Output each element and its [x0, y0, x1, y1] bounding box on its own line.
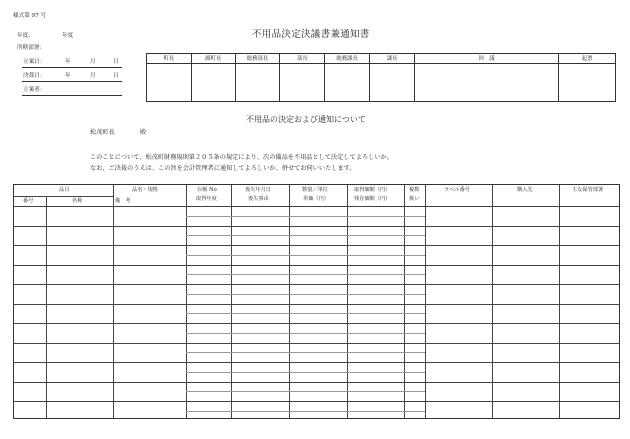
form-number: 様式第 97 号	[13, 13, 47, 19]
items-table	[13, 184, 620, 419]
approval-header: 起票	[559, 54, 615, 64]
honorific: 殿	[140, 129, 147, 136]
draft-date-year: 年	[65, 59, 71, 65]
drafter-label: 立案者：	[23, 87, 46, 93]
table-row-separator	[14, 284, 620, 285]
decision-date-year: 年	[65, 73, 71, 79]
approval-cell-circulation[interactable]	[415, 54, 559, 101]
approval-header: 回 議	[415, 54, 558, 64]
header-main-dept: 主な保管部署	[572, 187, 604, 193]
body-line-2: なお、ご決裁のうえは、この旨を会計管理者に通知してよろしいか、併せてお伺いいたします。	[90, 165, 356, 172]
table-row-midline	[186, 333, 425, 334]
table-row-midline	[186, 352, 425, 353]
draft-date-day: 日	[113, 59, 119, 65]
table-row-midline	[186, 391, 425, 392]
header-qty-unit: 数量／単位	[302, 187, 328, 193]
approval-cell-drafter[interactable]	[559, 54, 615, 101]
header-unit-price: 単価（円）	[303, 196, 329, 202]
body-line-1: このことについて、松茂町財務規則第２０５条の規定により、次の備品を不用品として決定してよろしいか。	[90, 154, 393, 161]
header-ledger-no: 台帳 No	[197, 187, 217, 193]
header-tag: 扱い	[409, 196, 420, 202]
approval-header: 総務課長	[325, 54, 369, 64]
header-name: 名称	[72, 198, 83, 204]
approval-header: 総務部長	[236, 54, 280, 64]
year-label: 年度：	[17, 33, 34, 39]
table-row-midline	[186, 294, 425, 295]
approval-header: 副町長	[192, 54, 235, 64]
table-row-midline	[186, 372, 425, 373]
table-row-separator	[14, 265, 620, 266]
approval-header: 町長	[147, 54, 191, 64]
page-title: 不用品決定決議書兼通知書	[252, 29, 370, 40]
addressee: 松茂町長	[90, 129, 115, 136]
approval-cell-chief[interactable]	[370, 54, 415, 101]
decision-date-underline	[22, 81, 122, 82]
approval-table	[146, 53, 616, 102]
table-row-separator	[14, 304, 620, 305]
table-row-midline	[186, 235, 425, 236]
header-compound: 複数	[409, 187, 420, 193]
table-row-separator	[14, 362, 620, 363]
table-row-separator	[14, 245, 620, 246]
table-row-midline	[186, 255, 425, 256]
drafter-underline	[22, 95, 122, 96]
table-row-midline	[186, 411, 425, 412]
dept-label: 所轄部署：	[17, 45, 45, 51]
header-name-spec: 品名・規格	[132, 187, 158, 193]
table-row-midline	[186, 313, 425, 314]
header-remarks: 備 考	[115, 198, 131, 204]
table-row-separator	[14, 401, 620, 402]
table-row-midline	[186, 274, 425, 275]
header-acq-price: 取得価額（円）	[354, 187, 391, 193]
table-row-midline	[186, 216, 425, 217]
header-lost-date: 喪失年月日	[245, 187, 271, 193]
header-item: 品目	[59, 187, 70, 193]
header-label-no: ラベル番号	[444, 187, 470, 193]
decision-date-day: 日	[113, 73, 119, 79]
header-number: 番号	[23, 198, 34, 204]
approval-header: 部長	[280, 54, 324, 64]
approval-cell-director[interactable]	[280, 54, 325, 101]
approval-header: 課長	[370, 54, 414, 64]
table-row-separator	[14, 382, 620, 383]
decision-date-label: 決裁日：	[23, 73, 46, 79]
approval-cell-general-affairs-chief[interactable]	[325, 54, 370, 101]
draft-date-label: 立案日：	[23, 59, 46, 65]
draft-date-month: 月	[90, 59, 96, 65]
header-remain-price: 残存価額（円）	[354, 196, 391, 202]
draft-date-underline	[22, 67, 122, 68]
table-row-separator	[14, 226, 620, 227]
header-lost-reason: 喪失事由	[248, 196, 269, 202]
table-row-separator	[14, 323, 620, 324]
table-row-separator	[14, 343, 620, 344]
approval-cell-deputy-mayor[interactable]	[192, 54, 236, 101]
approval-cell-mayor[interactable]	[147, 54, 192, 101]
subtitle: 不用品の決定および通知について	[246, 115, 366, 124]
decision-date-month: 月	[90, 73, 96, 79]
header-acquired-year: 取得年度	[196, 196, 217, 202]
header-supplier: 購入先	[517, 187, 533, 193]
approval-cell-general-affairs-director[interactable]	[236, 54, 281, 101]
year-suffix: 年度	[62, 33, 74, 39]
